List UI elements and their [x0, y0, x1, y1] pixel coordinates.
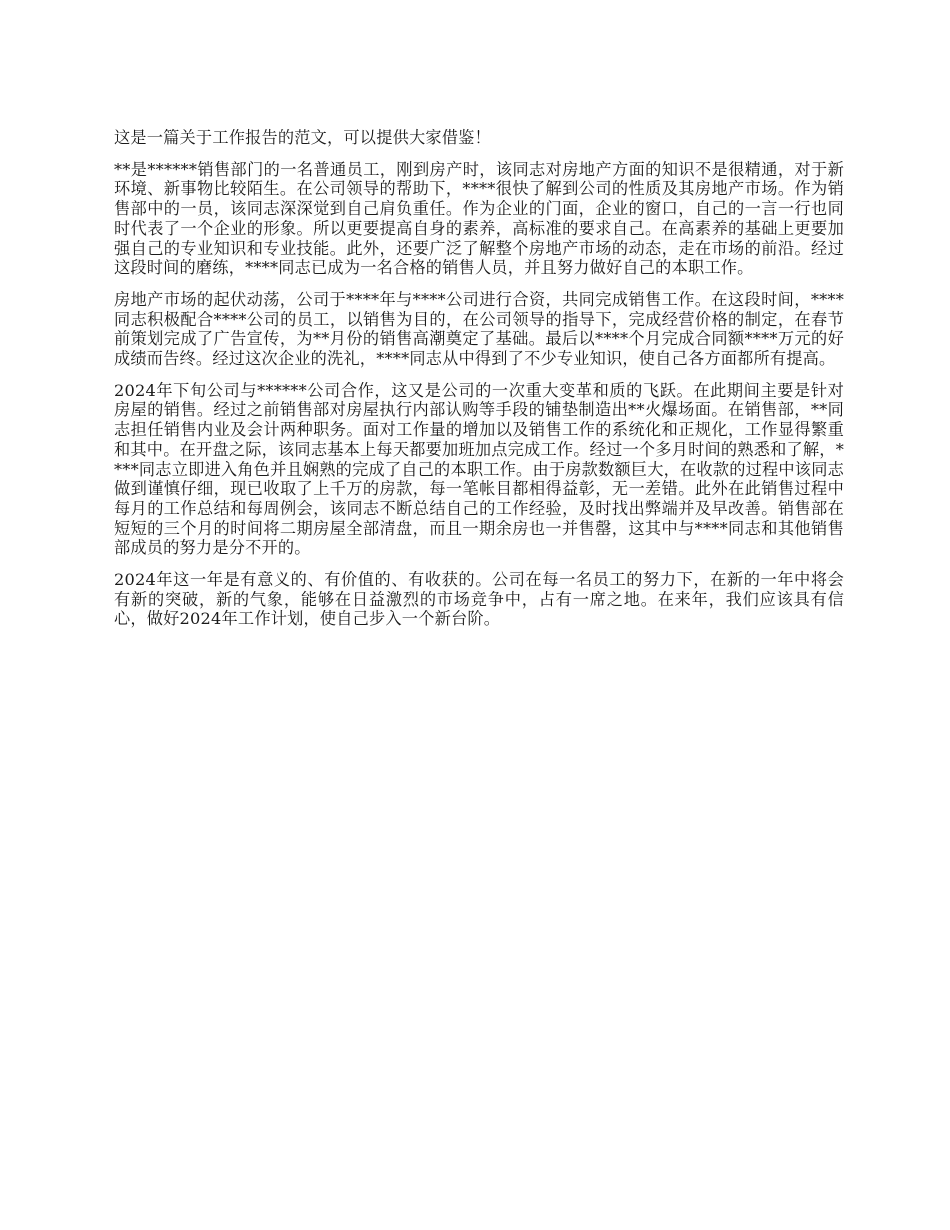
- closing-paragraph: 2024年这一年是有意义的、有价值的、有收获的。公司在每一名员工的努力下，在新的一年中将会有新的突破，新的气象，能够在日益激烈的市场竞争中，占有一席之地。在来年，我们应该具有信心，做好2024年工作计划，使自己步入一个新台阶。: [114, 570, 844, 629]
- body-paragraph-2: 房地产市场的起伏动荡，公司于****年与****公司进行合资，共同完成销售工作。在这段时间，****同志积极配合****公司的员工，以销售为目的，在公司领导的指导下，完成经营价格的制定，在春节前策划完成了广告宣传，为**月份的销售高潮奠定了基础。最后以****个月完成合同额****万元的好成绩而告终。经过这次企业的洗礼，****同志从中得到了不少专业知识，使自己各方面都所有提高。: [114, 289, 844, 369]
- intro-paragraph: 这是一篇关于工作报告的范文，可以提供大家借鉴！: [114, 128, 491, 147]
- body-paragraph-1: **是******销售部门的一名普通员工，刚到房产时，该同志对房地产方面的知识不是很精通，对于新环境、新事物比较陌生。在公司领导的帮助下，****很快了解到公司的性质及其房地产市场。作为销售部中的一员，该同志深深觉到自己肩负重任。作为企业的门面，企业的窗口，自己的一言一行也同时代表了一个企业的形象。所以更要提高自身的素养，高标准的要求自己。在高素养的基础上更要加强自己的专业知识和专业技能。此外，还要广泛了解整个房地产市场的动态，走在市场的前沿。经过这段时间的磨练，****同志已成为一名合格的销售人员，并且努力做好自己的本职工作。: [114, 159, 844, 278]
- body-paragraph-3: 2024年下旬公司与******公司合作，这又是公司的一次重大变革和质的飞跃。在此期间主要是针对房屋的销售。经过之前销售部对房屋执行内部认购等手段的铺垫制造出**火爆场面。在销售部，**同志担任销售内业及会计两种职务。面对工作量的增加以及销售工作的系统化和正规化，工作显得繁重和其中。在开盘之际，该同志基本上每天都要加班加点完成工作。经过一个多月时间的熟悉和了解，****同志立即进入角色并且娴熟的完成了自己的本职工作。由于房款数额巨大，在收款的过程中该同志做到谨慎仔细，现已收取了上千万的房款，每一笔帐目都相得益彰，无一差错。此外在此销售过程中每月的工作总结和每周例会，该同志不断总结自己的工作经验，及时找出弊端并及早改善。销售部在短短的三个月的时间将二期房屋全部清盘，而且一期余房也一并售罄，这其中与****同志和其他销售部成员的努力是分不开的。: [114, 380, 844, 558]
- document-body: [114, 128, 844, 641]
